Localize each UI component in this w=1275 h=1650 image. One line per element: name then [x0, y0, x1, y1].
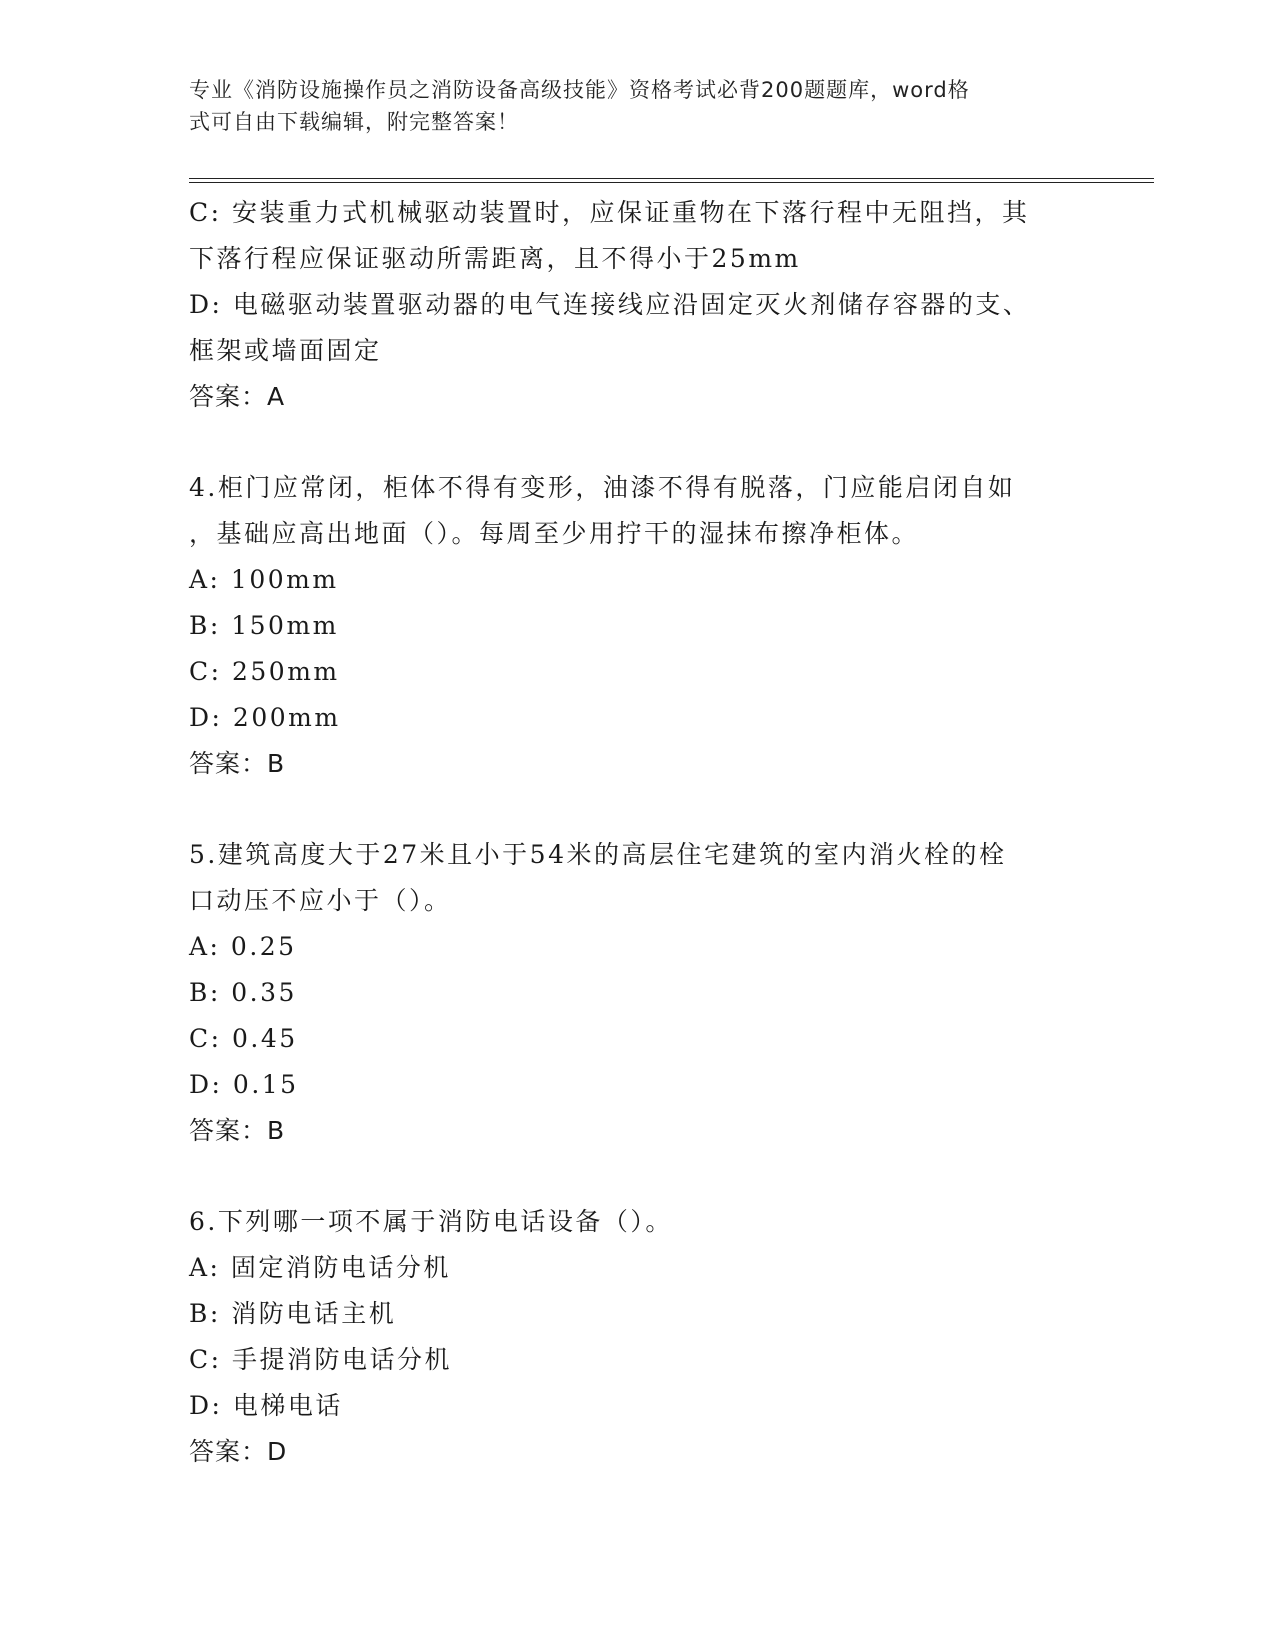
question-6	[189, 1199, 1109, 1475]
answer-6: 答案：D	[189, 1437, 288, 1466]
question-6-stem-line-1: 6.下列哪一项不属于消防电话设备（）。	[189, 1207, 673, 1236]
question-gap	[189, 787, 1109, 832]
answer-5: 答案：B	[189, 1116, 286, 1145]
answer-3: 答案：A	[189, 382, 286, 411]
question-5	[189, 832, 1109, 1154]
document-header	[189, 74, 1069, 138]
question-4-option-c: C: 250mm	[189, 657, 340, 686]
question-4-option-d: D: 200mm	[189, 703, 341, 732]
option-d-line-1: D: 电磁驱动装置驱动器的电气连接线应沿固定灭火剂储存容器的支、	[189, 290, 1031, 319]
question-6-option-a: A: 固定消防电话分机	[189, 1253, 451, 1282]
question-5-option-b: B: 0.35	[189, 978, 297, 1007]
question-6-option-b: B: 消防电话主机	[189, 1299, 397, 1328]
question-5-option-c: C: 0.45	[189, 1024, 298, 1053]
question-6-option-d: D: 电梯电话	[189, 1391, 343, 1420]
header-title-line-1: 专业《消防设施操作员之消防设备高级技能》资格考试必背200题题库，word格	[189, 78, 970, 102]
question-gap	[189, 420, 1109, 465]
question-6-option-c: C: 手提消防电话分机	[189, 1345, 452, 1374]
option-d-line-2: 框架或墙面固定	[189, 336, 382, 365]
option-c-line-2: 下落行程应保证驱动所需距离，且不得小于25mm	[189, 244, 801, 273]
option-c-line-1: C: 安装重力式机械驱动装置时，应保证重物在下落行程中无阻挡，其	[189, 198, 1030, 227]
question-4-option-a: A: 100mm	[189, 565, 339, 594]
header-rule-top	[189, 178, 1154, 179]
question-4-option-b: B: 150mm	[189, 611, 339, 640]
question-4	[189, 465, 1109, 787]
header-rule-bottom	[189, 182, 1154, 183]
question-5-stem-line-1: 5.建筑高度大于27米且小于54米的高层住宅建筑的室内消火栓的栓	[189, 840, 1007, 869]
question-4-stem-line-2: ，基础应高出地面（）。每周至少用拧干的湿抹布擦净柜体。	[189, 519, 920, 548]
question-list	[189, 190, 1109, 1475]
question-3-continuation	[189, 190, 1109, 420]
question-5-stem-line-2: 口动压不应小于（）。	[189, 886, 452, 915]
question-4-stem-line-1: 4.柜门应常闭，柜体不得有变形，油漆不得有脱落，门应能启闭自如	[189, 473, 1016, 502]
question-gap	[189, 1154, 1109, 1199]
question-5-option-d: D: 0.15	[189, 1070, 299, 1099]
question-5-option-a: A: 0.25	[189, 932, 297, 961]
header-title-line-2: 式可自由下载编辑，附完整答案！	[189, 110, 519, 134]
answer-4: 答案：B	[189, 749, 286, 778]
